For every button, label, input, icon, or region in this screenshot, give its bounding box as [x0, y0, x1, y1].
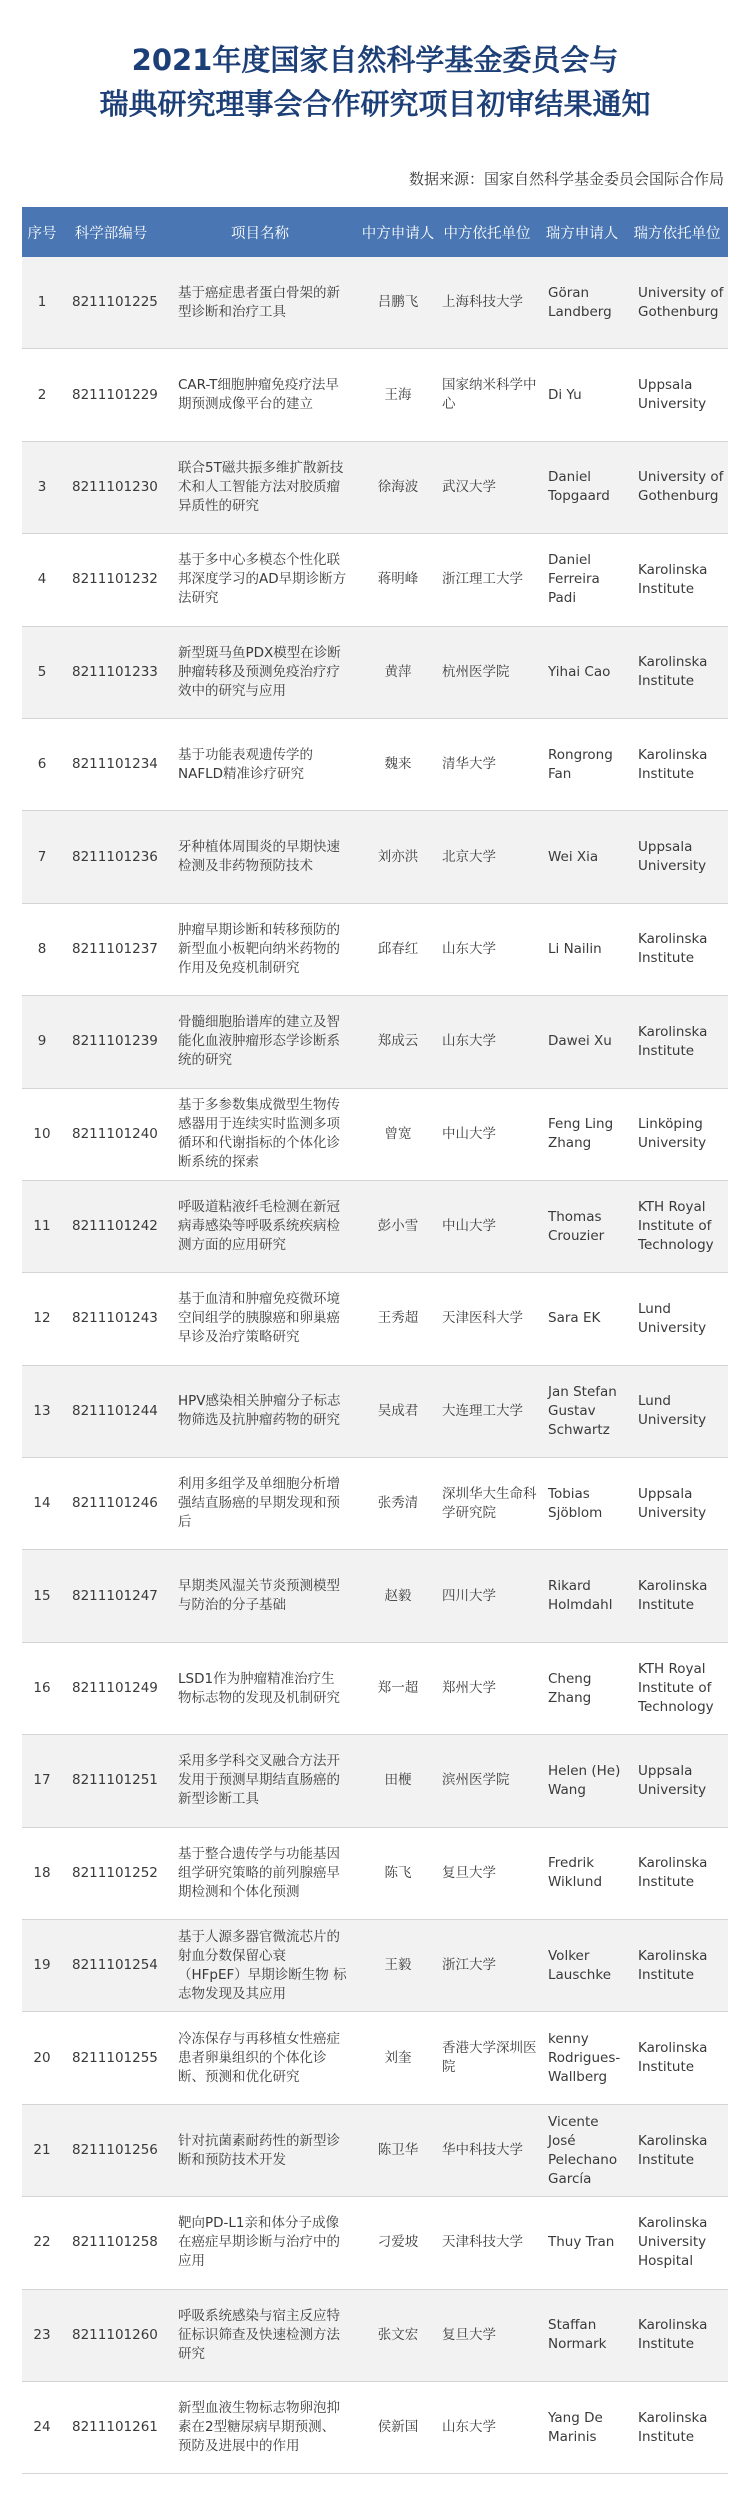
- table-row: [22, 349, 728, 441]
- row-se-applicant: Helen (He) Wang: [548, 1762, 621, 1798]
- row-se-applicant: Sara EK: [548, 1310, 601, 1327]
- row-cn-institution: 华中科技大学: [442, 2142, 523, 2158]
- row-cn-institution: 深圳华大生命科学研究院: [442, 1485, 537, 1521]
- row-project-name: 呼吸系统感染与宿主反应特征标识筛查及快速检测方法研究: [178, 2307, 340, 2362]
- row-code: 8211101242: [72, 1218, 158, 1235]
- row-cn-applicant: 张文宏: [377, 2326, 419, 2343]
- row-se-institution: Lund University: [638, 1300, 707, 1336]
- row-project-name: LSD1作为肿瘤精准治疗生物标志物的发现及机制研究: [178, 1670, 340, 1706]
- row-code: 8211101249: [72, 1680, 158, 1697]
- row-se-applicant: Fredrik Wiklund: [548, 1855, 603, 1891]
- row-code: 8211101247: [72, 1587, 158, 1604]
- row-project-name: 骨髓细胞胎谱库的建立及智能化血液肿瘤形态学诊断系统的研究: [178, 1014, 340, 1069]
- row-se-applicant: Di Yu: [548, 386, 582, 403]
- row-se-applicant: Cheng Zhang: [548, 1670, 592, 1706]
- table-row: [22, 1181, 728, 1273]
- row-project-name: 基于多中心多模态个性化联邦深度学习的AD早期诊断方法研究: [178, 552, 347, 607]
- header-code: 科学部编号: [74, 225, 148, 242]
- table-row: [22, 1366, 728, 1458]
- row-cn-institution: 杭州医学院: [442, 663, 510, 680]
- row-index: 16: [33, 1680, 51, 1697]
- row-se-institution: Karolinska Institute: [638, 1855, 708, 1891]
- row-se-applicant: Yihai Cao: [548, 663, 611, 680]
- table-row: [22, 1089, 728, 1181]
- row-index: 9: [37, 1033, 47, 1050]
- row-cn-institution: 上海科技大学: [442, 294, 523, 311]
- row-cn-applicant: 魏来: [384, 756, 412, 773]
- row-cn-applicant: 吴成君: [377, 1402, 419, 1419]
- row-project-name: 采用多学科交叉融合方法开发用于预测早期结直肠癌的新型诊断工具: [178, 1753, 340, 1808]
- row-se-institution: Lund University: [638, 1393, 707, 1429]
- row-project-name: 呼吸道粘液纤毛检测在新冠病毒感染等呼吸系统疾病检测方面的应用研究: [178, 1199, 340, 1254]
- row-code: 8211101243: [72, 1310, 158, 1327]
- table-row: [22, 904, 728, 996]
- table-row: [22, 1643, 728, 1735]
- row-code: 8211101252: [72, 1864, 158, 1881]
- row-cn-institution: 复旦大学: [442, 1864, 496, 1881]
- row-se-institution: Karolinska Institute: [638, 1023, 708, 1059]
- table-row: [22, 1273, 728, 1365]
- row-index: 12: [33, 1310, 51, 1327]
- row-cn-applicant: 刘奎: [384, 2049, 412, 2066]
- row-cn-institution: 清华大学: [442, 756, 496, 773]
- row-se-applicant: Thuy Tran: [548, 2234, 615, 2251]
- page-title: [0, 0, 750, 126]
- row-index: 8: [37, 940, 47, 957]
- row-se-applicant: Daniel Topgaard: [548, 469, 610, 505]
- row-se-institution: Karolinska Institute: [638, 1578, 708, 1614]
- row-cn-applicant: 王秀超: [377, 1310, 419, 1327]
- row-cn-institution: 滨州医学院: [442, 1772, 510, 1789]
- row-project-name: 冷冻保存与再移植女性癌症患者卵巢组织的个体化诊断、预测和优化研究: [178, 2030, 340, 2085]
- row-cn-institution: 北京大学: [442, 848, 496, 865]
- row-se-applicant: Thomas Crouzier: [548, 1208, 605, 1244]
- row-code: 8211101234: [72, 756, 158, 773]
- page-title-line1: 2021年度国家自然科学基金委员会与: [131, 43, 619, 77]
- row-cn-applicant: 彭小雪: [377, 1218, 419, 1235]
- row-se-institution: Karolinska Institute: [638, 1947, 708, 1983]
- row-index: 24: [33, 2419, 51, 2436]
- row-code: 8211101251: [72, 1772, 158, 1789]
- table-header: [22, 207, 728, 257]
- row-se-applicant: kenny Rodrigues-Wallberg: [548, 2030, 621, 2085]
- row-index: 13: [33, 1402, 51, 1419]
- row-se-applicant: Yang De Marinis: [548, 2409, 603, 2445]
- table-row: [22, 811, 728, 903]
- row-code: 8211101256: [72, 2142, 158, 2158]
- row-project-name: 靶向PD-L1亲和体分子成像在癌症早期诊断与治疗中的应用: [178, 2215, 340, 2270]
- row-cn-institution: 郑州大学: [442, 1680, 496, 1697]
- row-cn-applicant: 黄萍: [384, 663, 412, 680]
- table-row: [22, 257, 728, 349]
- row-se-applicant: Staffan Normark: [548, 2317, 607, 2353]
- header-index: 序号: [27, 225, 57, 242]
- row-index: 15: [33, 1587, 51, 1604]
- row-index: 14: [33, 1495, 51, 1512]
- row-index: 1: [37, 294, 47, 311]
- table-row: [22, 534, 728, 626]
- row-cn-applicant: 王毅: [384, 1957, 412, 1974]
- row-se-institution: KTH Royal Institute of Technology: [638, 1199, 714, 1254]
- row-cn-institution: 中山大学: [442, 1125, 496, 1142]
- row-code: 8211101225: [72, 294, 158, 311]
- row-code: 8211101261: [72, 2419, 158, 2436]
- row-cn-applicant: 王海: [384, 386, 412, 403]
- row-project-name: 针对抗菌素耐药性的新型诊断和预防技术开发: [178, 2132, 340, 2168]
- row-index: 7: [37, 848, 47, 865]
- row-cn-institution: 山东大学: [442, 940, 496, 957]
- table-row: [22, 2382, 728, 2474]
- row-cn-institution: 浙江理工大学: [442, 571, 523, 588]
- data-source-note: 数据来源：国家自然科学基金委员会国际合作局: [408, 170, 724, 188]
- row-se-institution: Karolinska Institute: [638, 2132, 708, 2168]
- row-code: 8211101229: [72, 386, 158, 403]
- row-se-institution: Karolinska Institute: [638, 654, 708, 690]
- row-project-name: CAR-T细胞肿瘤免疫疗法早期预测成像平台的建立: [178, 377, 339, 413]
- row-se-applicant: Göran Landberg: [548, 284, 612, 320]
- row-code: 8211101236: [72, 848, 158, 865]
- row-code: 8211101246: [72, 1495, 158, 1512]
- row-cn-institution: 天津科技大学: [442, 2234, 523, 2251]
- row-index: 21: [33, 2142, 51, 2158]
- row-project-name: HPV感染相关肿瘤分子标志物筛选及抗肿瘤药物的研究: [178, 1393, 341, 1429]
- table-row: [22, 1550, 728, 1642]
- row-cn-institution: 山东大学: [442, 1033, 496, 1050]
- row-cn-institution: 香港大学深圳医院: [442, 2040, 537, 2076]
- header-se-applicant: 瑞方申请人: [545, 225, 619, 242]
- row-index: 11: [33, 1218, 51, 1235]
- row-index: 5: [37, 663, 47, 680]
- row-index: 19: [33, 1957, 51, 1974]
- row-cn-applicant: 赵毅: [384, 1587, 412, 1604]
- row-cn-applicant: 邱春红: [377, 940, 419, 957]
- table-row: [22, 2197, 728, 2289]
- row-se-institution: University of Gothenburg: [638, 284, 724, 320]
- table-row: [22, 442, 728, 534]
- row-project-name: 基于整合遗传学与功能基因组学研究策略的前列腺癌早期检测和个体化预测: [178, 1845, 340, 1900]
- row-index: 2: [37, 386, 47, 403]
- header-cn-applicant: 中方申请人: [361, 225, 435, 242]
- row-se-applicant: Rongrong Fan: [548, 746, 613, 782]
- row-code: 8211101258: [72, 2234, 158, 2251]
- row-se-institution: Uppsala University: [638, 839, 707, 875]
- row-cn-institution: 国家纳米科学中心: [442, 377, 537, 413]
- row-cn-applicant: 蒋明峰: [377, 571, 419, 588]
- row-se-applicant: Daniel Ferreira Padi: [548, 552, 600, 607]
- row-project-name: 利用多组学及单细胞分析增强结直肠癌的早期发现和预后: [178, 1476, 340, 1531]
- row-cn-applicant: 张秀清: [377, 1495, 419, 1512]
- row-se-applicant: Rikard Holmdahl: [548, 1578, 613, 1614]
- row-cn-institution: 大连理工大学: [442, 1402, 523, 1419]
- table-row: [22, 719, 728, 811]
- row-se-institution: University of Gothenburg: [638, 469, 724, 505]
- row-project-name: 联合5T磁共振多维扩散新技术和人工智能方法对胶质瘤异质性的研究: [178, 459, 344, 514]
- row-project-name: 肿瘤早期诊断和转移预防的新型血小板靶向纳米药物的作用及免疫机制研究: [178, 921, 340, 976]
- row-cn-applicant: 郑成云: [377, 1033, 419, 1050]
- row-code: 8211101254: [72, 1957, 158, 1974]
- row-index: 3: [37, 478, 47, 495]
- row-project-name: 新型斑马鱼PDX模型在诊断肿瘤转移及预测免疫治疗疗效中的研究与应用: [178, 644, 341, 699]
- row-cn-institution: 山东大学: [442, 2419, 496, 2436]
- row-cn-applicant: 郑一超: [377, 1680, 419, 1697]
- table-row: [22, 2105, 728, 2197]
- row-se-institution: Uppsala University: [638, 1762, 707, 1798]
- row-se-applicant: Tobias Sjöblom: [548, 1485, 603, 1521]
- table-row: [22, 1458, 728, 1550]
- row-project-name: 基于人源多器官微流芯片的射血分数保留心衰（HFpEF）早期诊断生物 标志物发现及其应用: [178, 1928, 347, 2002]
- row-code: 8211101244: [72, 1402, 158, 1419]
- row-code: 8211101230: [72, 478, 158, 495]
- row-se-institution: Karolinska University Hospital: [638, 2215, 708, 2270]
- table-row: [22, 1735, 728, 1827]
- row-code: 8211101233: [72, 663, 158, 680]
- row-se-institution: Linköping University: [638, 1116, 707, 1152]
- row-se-applicant: Wei Xia: [548, 848, 599, 865]
- table-body: [22, 257, 728, 2474]
- row-cn-applicant: 侯新国: [377, 2419, 419, 2436]
- row-cn-applicant: 曾宽: [384, 1125, 412, 1142]
- row-cn-applicant: 陈卫华: [377, 2142, 419, 2158]
- row-cn-applicant: 刁爱坡: [377, 2234, 419, 2251]
- row-se-institution: Karolinska Institute: [638, 746, 708, 782]
- row-index: 22: [33, 2234, 51, 2251]
- row-se-institution: Karolinska Institute: [638, 2317, 708, 2353]
- row-cn-institution: 天津医科大学: [442, 1310, 523, 1327]
- row-index: 10: [33, 1125, 51, 1142]
- row-project-name: 牙种植体周围炎的早期快速检测及非药物预防技术: [178, 839, 340, 875]
- row-se-applicant: Li Nailin: [548, 940, 602, 957]
- row-se-applicant: Jan Stefan Gustav Schwartz: [548, 1383, 617, 1438]
- results-table: [22, 207, 728, 2474]
- row-se-institution: Karolinska Institute: [638, 2409, 708, 2445]
- row-cn-institution: 中山大学: [442, 1218, 496, 1235]
- row-index: 23: [33, 2326, 51, 2343]
- row-index: 4: [37, 571, 47, 588]
- row-code: 8211101232: [72, 571, 158, 588]
- row-se-institution: Uppsala University: [638, 1485, 707, 1521]
- header-cn-institution: 中方依托单位: [443, 225, 531, 242]
- row-se-institution: Karolinska Institute: [638, 931, 708, 967]
- row-cn-applicant: 田楩: [384, 1772, 412, 1789]
- row-cn-applicant: 徐海波: [377, 478, 419, 495]
- row-project-name: 新型血液生物标志物卵泡抑素在2型糖尿病早期预测、预防及进展中的作用: [178, 2400, 340, 2455]
- row-project-name: 基于癌症患者蛋白骨架的新型诊断和治疗工具: [178, 284, 340, 320]
- table-row: [22, 2290, 728, 2382]
- row-cn-institution: 浙江大学: [442, 1957, 496, 1974]
- row-cn-institution: 复旦大学: [442, 2326, 496, 2343]
- row-code: 8211101239: [72, 1033, 158, 1050]
- row-index: 20: [33, 2049, 51, 2066]
- row-se-applicant: Dawei Xu: [548, 1033, 612, 1050]
- row-project-name: 基于多参数集成微型生物传感器用于连续实时监测多项循环和代谢指标的个体化诊断系统的探索: [178, 1097, 340, 1171]
- row-code: 8211101260: [72, 2326, 158, 2343]
- row-index: 18: [33, 1864, 51, 1881]
- header-project: 项目名称: [231, 225, 289, 242]
- table-row: [22, 1920, 728, 2012]
- row-code: 8211101240: [72, 1125, 158, 1142]
- row-cn-institution: 武汉大学: [442, 478, 496, 495]
- row-code: 8211101255: [72, 2049, 158, 2066]
- table-row: [22, 2012, 728, 2104]
- row-cn-applicant: 刘亦洪: [377, 848, 419, 865]
- row-project-name: 基于功能表观遗传学的NAFLD精准诊疗研究: [178, 746, 313, 782]
- table-row: [22, 1828, 728, 1920]
- page-title-line2: 瑞典研究理事会合作研究项目初审结果通知: [99, 87, 651, 121]
- row-cn-applicant: 陈飞: [384, 1864, 412, 1881]
- row-se-applicant: Feng Ling Zhang: [548, 1116, 614, 1152]
- row-se-applicant: Volker Lauschke: [548, 1947, 612, 1983]
- row-se-institution: KTH Royal Institute of Technology: [638, 1661, 714, 1716]
- row-se-institution: Uppsala University: [638, 377, 707, 413]
- row-se-applicant: Vicente José Pelechano García: [548, 2113, 618, 2187]
- row-se-institution: Karolinska Institute: [638, 2040, 708, 2076]
- row-project-name: 基于血清和肿瘤免疫微环境空间组学的胰腺癌和卵巢癌早诊及治疗策略研究: [178, 1291, 340, 1346]
- row-project-name: 早期类风湿关节炎预测模型与防治的分子基础: [178, 1578, 340, 1614]
- header-se-institution: 瑞方依托单位: [633, 225, 721, 242]
- table-row: [22, 996, 728, 1088]
- row-cn-institution: 四川大学: [442, 1587, 496, 1604]
- row-cn-applicant: 吕鹏飞: [377, 294, 419, 311]
- row-se-institution: Karolinska Institute: [638, 561, 708, 597]
- row-index: 6: [37, 756, 47, 773]
- row-code: 8211101237: [72, 940, 158, 957]
- table-row: [22, 627, 728, 719]
- row-index: 17: [33, 1772, 51, 1789]
